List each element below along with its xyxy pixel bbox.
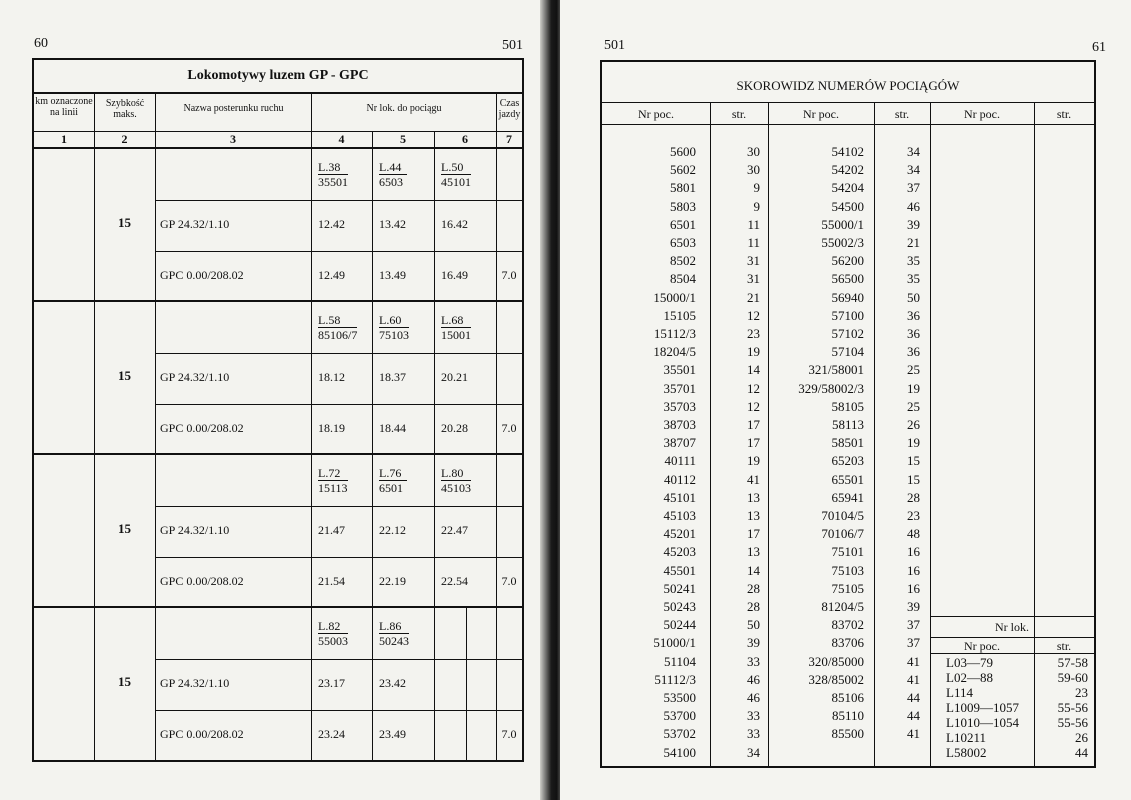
page-ref: 37 bbox=[907, 635, 920, 651]
locomotive-number bbox=[379, 619, 409, 648]
page-ref: 34 bbox=[907, 162, 920, 178]
locomotive-number bbox=[318, 160, 348, 189]
page-ref: 26 bbox=[907, 417, 920, 432]
page-ref: 19 bbox=[747, 344, 760, 360]
column-header: Nr poc. bbox=[964, 107, 1000, 121]
train-number: 38707 bbox=[663, 435, 696, 451]
index-title: SKOROWIDZ NUMERÓW POCIĄGÓW bbox=[736, 78, 960, 93]
page-number-left: 60 bbox=[34, 36, 48, 51]
train-number: 40112 bbox=[663, 471, 696, 487]
column-number: 1 bbox=[61, 132, 67, 146]
train-number: 6503 bbox=[670, 235, 696, 250]
train-number: 83702 bbox=[831, 617, 864, 633]
train-number: 56200 bbox=[831, 253, 864, 269]
station-name: GPC 0.00/208.02 bbox=[160, 574, 244, 588]
header-time: Czas jazdy bbox=[498, 98, 521, 120]
page-ref: 28 bbox=[747, 580, 760, 596]
grid-line bbox=[155, 353, 522, 354]
grid-line bbox=[34, 300, 522, 302]
header-post: Nazwa posterunku ruchu bbox=[183, 103, 284, 114]
train-number: 45101 bbox=[441, 175, 471, 189]
locomotive-number bbox=[379, 313, 409, 342]
train-number: 75101 bbox=[831, 544, 864, 560]
nrlok-header: Nr poc. bbox=[964, 639, 1000, 653]
left-page bbox=[0, 0, 548, 800]
time-value: 18.44 bbox=[379, 421, 406, 435]
grid-line bbox=[155, 404, 522, 405]
page-ref: 46 bbox=[747, 690, 760, 705]
page-ref: 37 bbox=[907, 617, 920, 633]
locomotive-number bbox=[318, 313, 357, 342]
travel-time: 7.0 bbox=[501, 574, 517, 588]
grid-line bbox=[930, 102, 931, 766]
page-ref: 13 bbox=[747, 508, 760, 523]
train-number: 6501 bbox=[379, 481, 403, 495]
page-ref: 28 bbox=[747, 599, 760, 614]
page-ref: 41 bbox=[907, 671, 920, 687]
page-ref: 19 bbox=[907, 380, 920, 396]
train-number: 70104/5 bbox=[821, 508, 864, 523]
page-ref: 34 bbox=[907, 144, 920, 159]
train-number: 58113 bbox=[831, 417, 864, 432]
page-ref: 12 bbox=[747, 307, 760, 323]
time-value: 18.37 bbox=[379, 370, 406, 384]
train-number: 15113 bbox=[318, 481, 348, 495]
train-number: 70106/7 bbox=[821, 526, 864, 542]
page-ref: 19 bbox=[907, 435, 920, 451]
page-ref: 28 bbox=[907, 489, 920, 505]
page-ref: 17 bbox=[747, 417, 760, 432]
train-number: 50244 bbox=[663, 617, 696, 633]
header-nrlok: Nr lok. do pociągu bbox=[366, 103, 442, 114]
grid-line bbox=[602, 124, 1094, 125]
train-number: 57102 bbox=[831, 326, 864, 341]
locomotive-number bbox=[441, 160, 471, 189]
page-ref: 26 bbox=[1075, 730, 1088, 745]
locomotive-id: L.44 bbox=[379, 160, 407, 175]
train-number: 54500 bbox=[831, 198, 864, 214]
train-number: 320/85000 bbox=[808, 653, 864, 669]
train-number: 45103 bbox=[663, 508, 696, 523]
train-number: 5803 bbox=[670, 198, 696, 214]
locomotive-number bbox=[318, 466, 348, 495]
page-ref: 39 bbox=[907, 599, 920, 614]
locomotive-id: L.58 bbox=[318, 313, 357, 328]
grid-line bbox=[372, 131, 373, 760]
train-number: 54100 bbox=[663, 744, 696, 760]
speed-value: 15 bbox=[118, 674, 131, 689]
time-value: 23.17 bbox=[318, 676, 345, 690]
locomotive-number: L10211 bbox=[946, 730, 986, 745]
train-number: 6501 bbox=[670, 216, 696, 232]
train-number: 5602 bbox=[670, 162, 696, 178]
time-value: 23.42 bbox=[379, 676, 406, 690]
page-ref: 37 bbox=[907, 180, 920, 196]
locomotive-id: L.50 bbox=[441, 160, 471, 175]
page-ref: 9 bbox=[753, 180, 760, 196]
page-ref: 44 bbox=[1075, 745, 1088, 760]
train-number: 55000/1 bbox=[821, 216, 864, 232]
page-ref: 16 bbox=[907, 544, 920, 560]
train-number: 8504 bbox=[670, 271, 696, 287]
speed-value: 15 bbox=[118, 521, 131, 536]
page-ref: 46 bbox=[747, 671, 760, 687]
page-ref: 30 bbox=[747, 162, 760, 178]
page-ref: 11 bbox=[747, 235, 760, 250]
train-number: 35501 bbox=[663, 362, 696, 378]
grid-line bbox=[34, 92, 522, 94]
time-value: 22.19 bbox=[379, 574, 406, 588]
page-ref: 23 bbox=[907, 508, 920, 523]
nrlok-title: Nr lok. bbox=[995, 620, 1029, 634]
train-number: 45103 bbox=[441, 481, 471, 495]
page-ref: 41 bbox=[747, 471, 760, 487]
column-header: str. bbox=[894, 107, 910, 121]
time-value: 18.12 bbox=[318, 370, 345, 384]
table-title: Lokomotywy luzem GP - GPC bbox=[187, 68, 369, 83]
train-number: 50243 bbox=[379, 634, 409, 648]
train-number: 329/58002/3 bbox=[798, 380, 864, 396]
page-ref: 16 bbox=[907, 562, 920, 578]
page-ref: 57-58 bbox=[1057, 655, 1088, 670]
page-ref: 41 bbox=[907, 653, 920, 669]
locomotive-id: L.76 bbox=[379, 466, 407, 481]
locomotive-table bbox=[32, 58, 524, 762]
station-name: GPC 0.00/208.02 bbox=[160, 268, 244, 282]
grid-line bbox=[155, 200, 522, 201]
page-ref: 23 bbox=[747, 326, 760, 341]
grid-line bbox=[94, 92, 95, 760]
time-value: 16.42 bbox=[441, 217, 468, 231]
train-number: 328/85002 bbox=[808, 671, 864, 687]
train-number: 45501 bbox=[663, 562, 696, 578]
page-ref: 41 bbox=[907, 726, 920, 742]
column-number: 7 bbox=[506, 132, 512, 146]
grid-line bbox=[34, 453, 522, 455]
page-ref: 15 bbox=[907, 453, 920, 469]
travel-time: 7.0 bbox=[501, 421, 517, 435]
column-number: 5 bbox=[400, 132, 406, 146]
train-number: 83706 bbox=[831, 635, 864, 651]
locomotive-number: L1009—1057 bbox=[946, 700, 1019, 715]
train-number: 15001 bbox=[441, 328, 471, 342]
locomotive-number: L02—88 bbox=[946, 670, 993, 685]
locomotive-id: L.80 bbox=[441, 466, 471, 481]
train-number: 75103 bbox=[831, 562, 864, 578]
station-name: GP 24.32/1.10 bbox=[160, 217, 230, 231]
page-number-right: 61 bbox=[1092, 40, 1106, 55]
page-ref: 35 bbox=[907, 253, 920, 269]
train-index-table bbox=[600, 60, 1096, 768]
train-number: 35701 bbox=[663, 380, 696, 396]
grid-line bbox=[34, 147, 522, 149]
train-number: 51104 bbox=[663, 653, 696, 669]
page-ref: 13 bbox=[747, 544, 760, 560]
page-ref: 33 bbox=[747, 653, 760, 669]
page-ref: 36 bbox=[907, 344, 920, 360]
station-name: GP 24.32/1.10 bbox=[160, 676, 230, 690]
grid-line bbox=[34, 606, 522, 608]
page-ref: 30 bbox=[747, 144, 760, 159]
train-number: 85110 bbox=[831, 708, 864, 724]
time-value: 13.42 bbox=[379, 217, 406, 231]
locomotive-id: L.86 bbox=[379, 619, 409, 634]
page-ref: 23 bbox=[1075, 685, 1088, 700]
train-number: 57104 bbox=[831, 344, 864, 360]
train-number: 55003 bbox=[318, 634, 348, 648]
train-number: 51000/1 bbox=[653, 635, 696, 651]
station-name: GP 24.32/1.10 bbox=[160, 523, 230, 537]
train-number: 53500 bbox=[663, 690, 696, 705]
page-ref: 50 bbox=[907, 289, 920, 305]
time-value: 22.47 bbox=[441, 523, 468, 537]
locomotive-number: L03—79 bbox=[946, 655, 993, 670]
page-ref: 21 bbox=[907, 235, 920, 250]
train-number: 85106 bbox=[831, 690, 864, 705]
page-ref: 50 bbox=[747, 617, 760, 633]
train-number: 65203 bbox=[831, 453, 864, 469]
time-value: 16.49 bbox=[441, 268, 468, 282]
page-ref: 14 bbox=[747, 562, 760, 578]
train-number: 18204/5 bbox=[653, 344, 696, 360]
train-number: 35501 bbox=[318, 175, 348, 189]
page-ref: 59-60 bbox=[1057, 670, 1088, 685]
column-number: 6 bbox=[462, 132, 468, 146]
header-km: km oznaczone na linii bbox=[35, 96, 93, 118]
locomotive-number bbox=[379, 160, 407, 189]
page-ref: 13 bbox=[747, 489, 760, 505]
train-number: 51112/3 bbox=[654, 671, 696, 687]
column-number: 4 bbox=[338, 132, 345, 146]
page-ref: 14 bbox=[747, 362, 760, 378]
time-value: 12.42 bbox=[318, 217, 345, 231]
locomotive-number bbox=[318, 619, 348, 648]
time-value: 20.21 bbox=[441, 370, 468, 384]
column-number: 2 bbox=[121, 132, 128, 146]
page-ref: 39 bbox=[747, 635, 760, 651]
station-name: GPC 0.00/208.02 bbox=[160, 421, 244, 435]
page-ref: 55-56 bbox=[1057, 715, 1088, 730]
train-number: 55002/3 bbox=[821, 235, 864, 250]
travel-time: 7.0 bbox=[501, 727, 517, 741]
locomotive-number: L1010—1054 bbox=[946, 715, 1019, 730]
train-number: 50243 bbox=[663, 599, 696, 614]
train-number: 45203 bbox=[663, 544, 696, 560]
grid-line bbox=[155, 251, 522, 252]
train-number: 65941 bbox=[831, 489, 864, 505]
train-number: 15000/1 bbox=[653, 289, 696, 305]
page-ref: 25 bbox=[907, 398, 920, 414]
speed-value: 15 bbox=[118, 215, 131, 230]
page-ref: 33 bbox=[747, 726, 760, 742]
train-number: 65501 bbox=[831, 471, 864, 487]
page-ref: 16 bbox=[907, 580, 920, 596]
train-number: 54204 bbox=[831, 180, 864, 196]
page-ref: 33 bbox=[747, 708, 760, 724]
travel-time: 7.0 bbox=[501, 268, 517, 282]
train-number: 15105 bbox=[663, 307, 696, 323]
time-value: 23.49 bbox=[379, 727, 406, 741]
column-header: str. bbox=[1056, 107, 1072, 121]
page-ref: 34 bbox=[747, 744, 760, 760]
page-ref: 17 bbox=[747, 435, 760, 451]
train-number: 50241 bbox=[663, 580, 696, 596]
time-value: 21.54 bbox=[318, 574, 345, 588]
page-ref: 46 bbox=[907, 198, 920, 214]
page-ref: 9 bbox=[753, 198, 760, 214]
page-ref: 19 bbox=[747, 453, 760, 469]
grid-line bbox=[466, 608, 467, 760]
page-number-left: 501 bbox=[604, 38, 625, 53]
page-ref: 36 bbox=[907, 326, 920, 341]
train-number: 53700 bbox=[663, 708, 696, 724]
train-number: 5600 bbox=[670, 144, 696, 159]
page-ref: 39 bbox=[907, 216, 920, 232]
grid-line bbox=[930, 637, 1094, 638]
train-number: 5801 bbox=[670, 180, 696, 196]
locomotive-number: L114 bbox=[946, 685, 973, 700]
grid-line bbox=[602, 102, 1094, 103]
train-number: 54102 bbox=[831, 144, 864, 159]
train-number: 321/58001 bbox=[808, 362, 864, 378]
train-number: 85106/7 bbox=[318, 328, 358, 342]
grid-line bbox=[155, 557, 522, 558]
grid-line bbox=[930, 616, 1094, 617]
train-number: 40111 bbox=[664, 453, 696, 469]
train-number: 8502 bbox=[670, 253, 696, 269]
grid-line bbox=[434, 131, 435, 760]
locomotive-number bbox=[441, 466, 471, 495]
page-ref: 31 bbox=[747, 253, 760, 269]
train-number: 45201 bbox=[663, 526, 696, 542]
locomotive-id: L.60 bbox=[379, 313, 409, 328]
page-ref: 21 bbox=[747, 289, 760, 305]
station-name: GP 24.32/1.10 bbox=[160, 370, 230, 384]
train-number: 35703 bbox=[663, 398, 696, 414]
page-number-right: 501 bbox=[502, 38, 523, 53]
header-speed: Szybkość maks. bbox=[105, 98, 145, 120]
page-ref: 44 bbox=[907, 708, 920, 724]
page-ref: 12 bbox=[747, 380, 760, 396]
column-header: Nr poc. bbox=[803, 107, 839, 121]
time-value: 21.47 bbox=[318, 523, 345, 537]
page-ref: 48 bbox=[907, 526, 920, 542]
train-number: 75105 bbox=[831, 580, 864, 596]
locomotive-number: L58002 bbox=[946, 745, 987, 760]
train-number: 58501 bbox=[831, 435, 864, 451]
train-number: 58105 bbox=[831, 398, 864, 414]
locomotive-id: L.72 bbox=[318, 466, 348, 481]
train-number: 38703 bbox=[663, 417, 696, 432]
locomotive-number bbox=[379, 466, 407, 495]
train-number: 81204/5 bbox=[821, 599, 864, 614]
locomotive-id: L.82 bbox=[318, 619, 348, 634]
train-number: 54202 bbox=[831, 162, 864, 178]
column-header: Nr poc. bbox=[638, 107, 674, 121]
train-number: 53702 bbox=[663, 726, 696, 742]
page-ref: 15 bbox=[907, 471, 920, 487]
page-ref: 17 bbox=[747, 526, 760, 542]
right-page bbox=[560, 0, 1131, 800]
locomotive-number bbox=[441, 313, 471, 342]
time-value: 22.12 bbox=[379, 523, 406, 537]
page-ref: 55-56 bbox=[1057, 700, 1088, 715]
train-number: 56500 bbox=[831, 271, 864, 287]
page-ref: 31 bbox=[747, 271, 760, 287]
page-ref: 44 bbox=[907, 690, 920, 705]
nrlok-header: str. bbox=[1056, 639, 1072, 653]
train-number: 85500 bbox=[831, 726, 864, 742]
page-ref: 36 bbox=[907, 307, 920, 323]
page-ref: 25 bbox=[907, 362, 920, 378]
train-number: 15112/3 bbox=[653, 326, 696, 341]
time-value: 18.19 bbox=[318, 421, 345, 435]
locomotive-id: L.38 bbox=[318, 160, 348, 175]
page-ref: 12 bbox=[747, 398, 760, 414]
locomotive-id: L.68 bbox=[441, 313, 471, 328]
time-value: 12.49 bbox=[318, 268, 345, 282]
page-ref: 35 bbox=[907, 271, 920, 287]
time-value: 20.28 bbox=[441, 421, 468, 435]
speed-value: 15 bbox=[118, 368, 131, 383]
column-number: 3 bbox=[230, 132, 236, 146]
grid-line bbox=[155, 506, 522, 507]
column-header: str. bbox=[731, 107, 747, 121]
time-value: 23.24 bbox=[318, 727, 345, 741]
train-number: 6503 bbox=[379, 175, 403, 189]
train-number: 45101 bbox=[663, 489, 696, 505]
train-number: 75103 bbox=[379, 328, 409, 342]
time-value: 13.49 bbox=[379, 268, 406, 282]
train-number: 56940 bbox=[831, 289, 864, 305]
page-ref: 11 bbox=[747, 216, 760, 232]
station-name: GPC 0.00/208.02 bbox=[160, 727, 244, 741]
train-number: 57100 bbox=[831, 307, 864, 323]
time-value: 22.54 bbox=[441, 574, 468, 588]
